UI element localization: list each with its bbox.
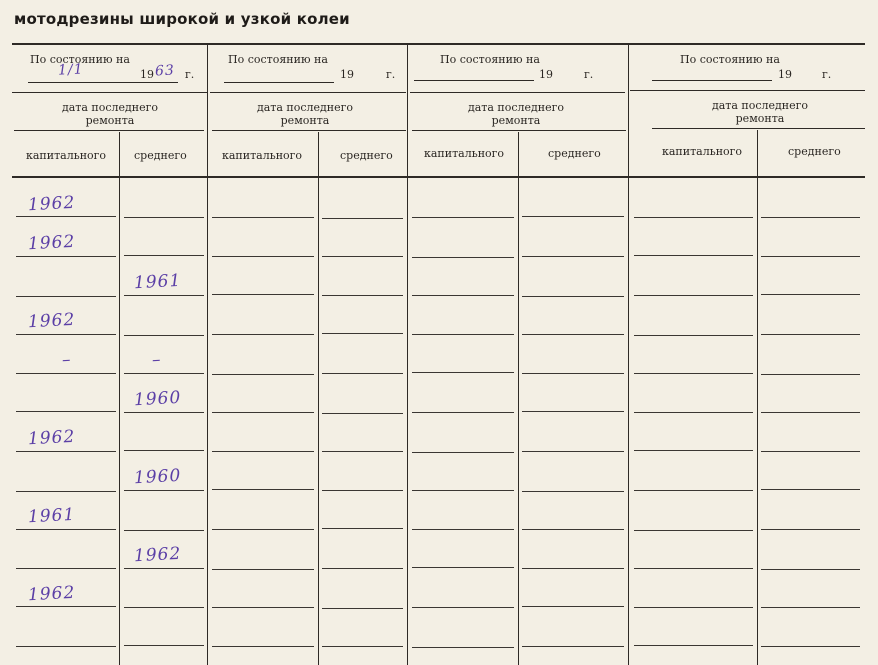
row-rule bbox=[124, 490, 204, 491]
row-rule bbox=[412, 295, 514, 296]
block-divider-1 bbox=[207, 45, 208, 665]
row-rule bbox=[124, 373, 204, 374]
block-4-col-capital: капитального bbox=[662, 145, 743, 158]
block-3-repair-rule bbox=[412, 130, 626, 131]
block-4-status-year-prefix: 19 bbox=[778, 68, 792, 81]
block-3-date-line bbox=[414, 80, 534, 81]
row-rule bbox=[634, 295, 753, 296]
row-rule bbox=[322, 333, 403, 334]
row-rule bbox=[212, 489, 314, 490]
row-rule bbox=[412, 217, 514, 218]
row-rule bbox=[124, 607, 204, 608]
row-rule bbox=[16, 491, 116, 492]
row-rule bbox=[322, 528, 403, 529]
row-rule bbox=[212, 374, 314, 375]
row-rule bbox=[16, 646, 116, 647]
row-rule bbox=[124, 530, 204, 531]
row-rule bbox=[761, 334, 860, 335]
row-rule bbox=[124, 645, 204, 646]
block-1-repair-rule bbox=[14, 130, 204, 131]
block-1-status-prefix: По состоянию на bbox=[30, 53, 130, 66]
block-1-col-divider bbox=[119, 132, 120, 665]
row-rule bbox=[522, 529, 624, 530]
block-2-repair-header bbox=[235, 101, 375, 127]
block-4-col-divider bbox=[757, 130, 758, 665]
row-rule bbox=[761, 607, 860, 608]
block-divider-2 bbox=[407, 45, 408, 665]
row-rule bbox=[212, 412, 314, 413]
block-2-status-year-prefix: 19 bbox=[340, 68, 354, 81]
row-rule bbox=[522, 606, 624, 607]
capital-repair-year: 1962 bbox=[27, 309, 76, 333]
block-2-date-line bbox=[224, 82, 334, 83]
row-rule bbox=[522, 334, 624, 335]
row-rule bbox=[761, 646, 860, 647]
row-rule bbox=[522, 451, 624, 452]
row-rule bbox=[634, 412, 753, 413]
medium-repair-year: 1960 bbox=[133, 465, 182, 489]
row-rule bbox=[16, 334, 116, 335]
row-rule bbox=[634, 255, 753, 256]
header-top-rule bbox=[12, 43, 865, 45]
row-rule bbox=[761, 569, 860, 570]
row-rule bbox=[761, 217, 860, 218]
row-rule bbox=[124, 217, 204, 218]
row-rule bbox=[212, 569, 314, 570]
block-2-repair-rule bbox=[212, 130, 406, 131]
block-3-status-rule bbox=[410, 92, 625, 93]
row-rule bbox=[412, 412, 514, 413]
block-3-col-divider bbox=[518, 132, 519, 665]
row-rule bbox=[322, 451, 403, 452]
block-2-col-capital: капитального bbox=[222, 149, 303, 162]
block-3-status-year-prefix: 19 bbox=[539, 68, 553, 81]
block-1-repair-header bbox=[40, 101, 180, 127]
row-rule bbox=[412, 257, 514, 258]
row-rule bbox=[124, 335, 204, 336]
row-rule bbox=[212, 334, 314, 335]
row-rule bbox=[322, 373, 403, 374]
row-rule bbox=[522, 216, 624, 217]
row-rule bbox=[412, 334, 514, 335]
row-rule bbox=[522, 411, 624, 412]
row-rule bbox=[124, 412, 204, 413]
row-rule bbox=[522, 568, 624, 569]
row-rule bbox=[124, 568, 204, 569]
block-2-status-prefix: По состоянию на bbox=[228, 53, 328, 66]
row-rule bbox=[124, 295, 204, 296]
row-rule bbox=[522, 296, 624, 297]
row-rule bbox=[412, 607, 514, 608]
block-2-status-suffix: г. bbox=[386, 68, 396, 81]
capital-repair-year: 1962 bbox=[27, 582, 76, 606]
row-rule bbox=[412, 567, 514, 568]
row-rule bbox=[634, 568, 753, 569]
row-rule bbox=[322, 295, 403, 296]
row-rule bbox=[761, 412, 860, 413]
row-rule bbox=[634, 450, 753, 451]
block-1-date-line bbox=[28, 82, 178, 83]
block-3-status-suffix: г. bbox=[584, 68, 594, 81]
row-rule bbox=[322, 608, 403, 609]
row-rule bbox=[212, 256, 314, 257]
row-rule bbox=[634, 607, 753, 608]
block-3-col-capital: капитального bbox=[424, 147, 505, 160]
block-1-status-suffix: г. bbox=[185, 68, 195, 81]
block-4-date-line bbox=[652, 80, 772, 81]
block-divider-3 bbox=[628, 45, 629, 665]
block-1-repair-header-text: дата последнего ремонта bbox=[61, 101, 159, 127]
block-4-repair-header bbox=[690, 99, 830, 125]
block-1-status-rule bbox=[12, 92, 207, 93]
block-3-status-prefix: По состоянию на bbox=[440, 53, 540, 66]
row-rule bbox=[522, 256, 624, 257]
row-rule bbox=[761, 374, 860, 375]
block-4-status-prefix: По состоянию на bbox=[680, 53, 780, 66]
row-rule bbox=[322, 490, 403, 491]
row-rule bbox=[634, 530, 753, 531]
block-1-status-date: 1/1 bbox=[57, 61, 84, 79]
block-1-status-year: 63 bbox=[154, 62, 176, 80]
block-4-repair-header-text: дата последнего ремонта bbox=[711, 99, 809, 125]
row-rule bbox=[16, 529, 116, 530]
block-4-col-medium: среднего bbox=[788, 145, 841, 158]
row-rule bbox=[16, 256, 116, 257]
row-rule bbox=[124, 450, 204, 451]
row-rule bbox=[522, 491, 624, 492]
form-title: мотодрезины широкой и узкой колеи bbox=[14, 10, 350, 28]
block-1-col-medium: среднего bbox=[134, 149, 187, 162]
row-rule bbox=[761, 451, 860, 452]
block-3-col-medium: среднего bbox=[548, 147, 601, 160]
row-rule bbox=[16, 606, 116, 607]
row-rule bbox=[212, 451, 314, 452]
row-rule bbox=[322, 568, 403, 569]
capital-repair-year: – bbox=[61, 349, 73, 371]
row-rule bbox=[412, 490, 514, 491]
row-rule bbox=[634, 645, 753, 646]
row-rule bbox=[16, 411, 116, 412]
row-rule bbox=[634, 335, 753, 336]
row-rule bbox=[322, 218, 403, 219]
row-rule bbox=[16, 296, 116, 297]
row-rule bbox=[16, 373, 116, 374]
row-rule bbox=[412, 647, 514, 648]
row-rule bbox=[124, 255, 204, 256]
medium-repair-year: – bbox=[151, 349, 163, 371]
block-4-status-suffix: г. bbox=[822, 68, 832, 81]
capital-repair-year: 1962 bbox=[27, 231, 76, 255]
row-rule bbox=[322, 256, 403, 257]
block-1-col-capital: капитального bbox=[26, 149, 107, 162]
row-rule bbox=[761, 529, 860, 530]
row-rule bbox=[16, 216, 116, 217]
medium-repair-year: 1960 bbox=[133, 387, 182, 411]
row-rule bbox=[761, 489, 860, 490]
block-3-repair-header bbox=[446, 101, 586, 127]
row-rule bbox=[761, 256, 860, 257]
row-rule bbox=[322, 646, 403, 647]
row-rule bbox=[522, 646, 624, 647]
row-rule bbox=[212, 294, 314, 295]
row-rule bbox=[634, 490, 753, 491]
row-rule bbox=[522, 373, 624, 374]
row-rule bbox=[212, 646, 314, 647]
row-rule bbox=[212, 529, 314, 530]
block-1-status-year-prefix: 19 bbox=[140, 68, 154, 81]
row-rule bbox=[212, 607, 314, 608]
block-2-status-rule bbox=[210, 92, 406, 93]
block-4-repair-rule bbox=[652, 128, 865, 129]
row-rule bbox=[412, 372, 514, 373]
block-2-col-divider bbox=[318, 132, 319, 665]
row-rule bbox=[412, 529, 514, 530]
block-3-repair-header-text: дата последнего ремонта bbox=[467, 101, 565, 127]
row-rule bbox=[16, 451, 116, 452]
row-rule bbox=[412, 452, 514, 453]
capital-repair-year: 1962 bbox=[27, 192, 76, 216]
row-rule bbox=[634, 217, 753, 218]
row-rule bbox=[322, 413, 403, 414]
capital-repair-year: 1962 bbox=[27, 426, 76, 450]
block-4-status-rule bbox=[630, 90, 865, 91]
capital-repair-year: 1961 bbox=[27, 504, 76, 528]
block-2-repair-header-text: дата последнего ремонта bbox=[256, 101, 354, 127]
medium-repair-year: 1961 bbox=[133, 270, 182, 294]
medium-repair-year: 1962 bbox=[133, 543, 182, 567]
row-rule bbox=[212, 217, 314, 218]
header-bottom-rule bbox=[12, 176, 865, 178]
row-rule bbox=[634, 373, 753, 374]
block-2-col-medium: среднего bbox=[340, 149, 393, 162]
row-rule bbox=[16, 568, 116, 569]
row-rule bbox=[761, 294, 860, 295]
